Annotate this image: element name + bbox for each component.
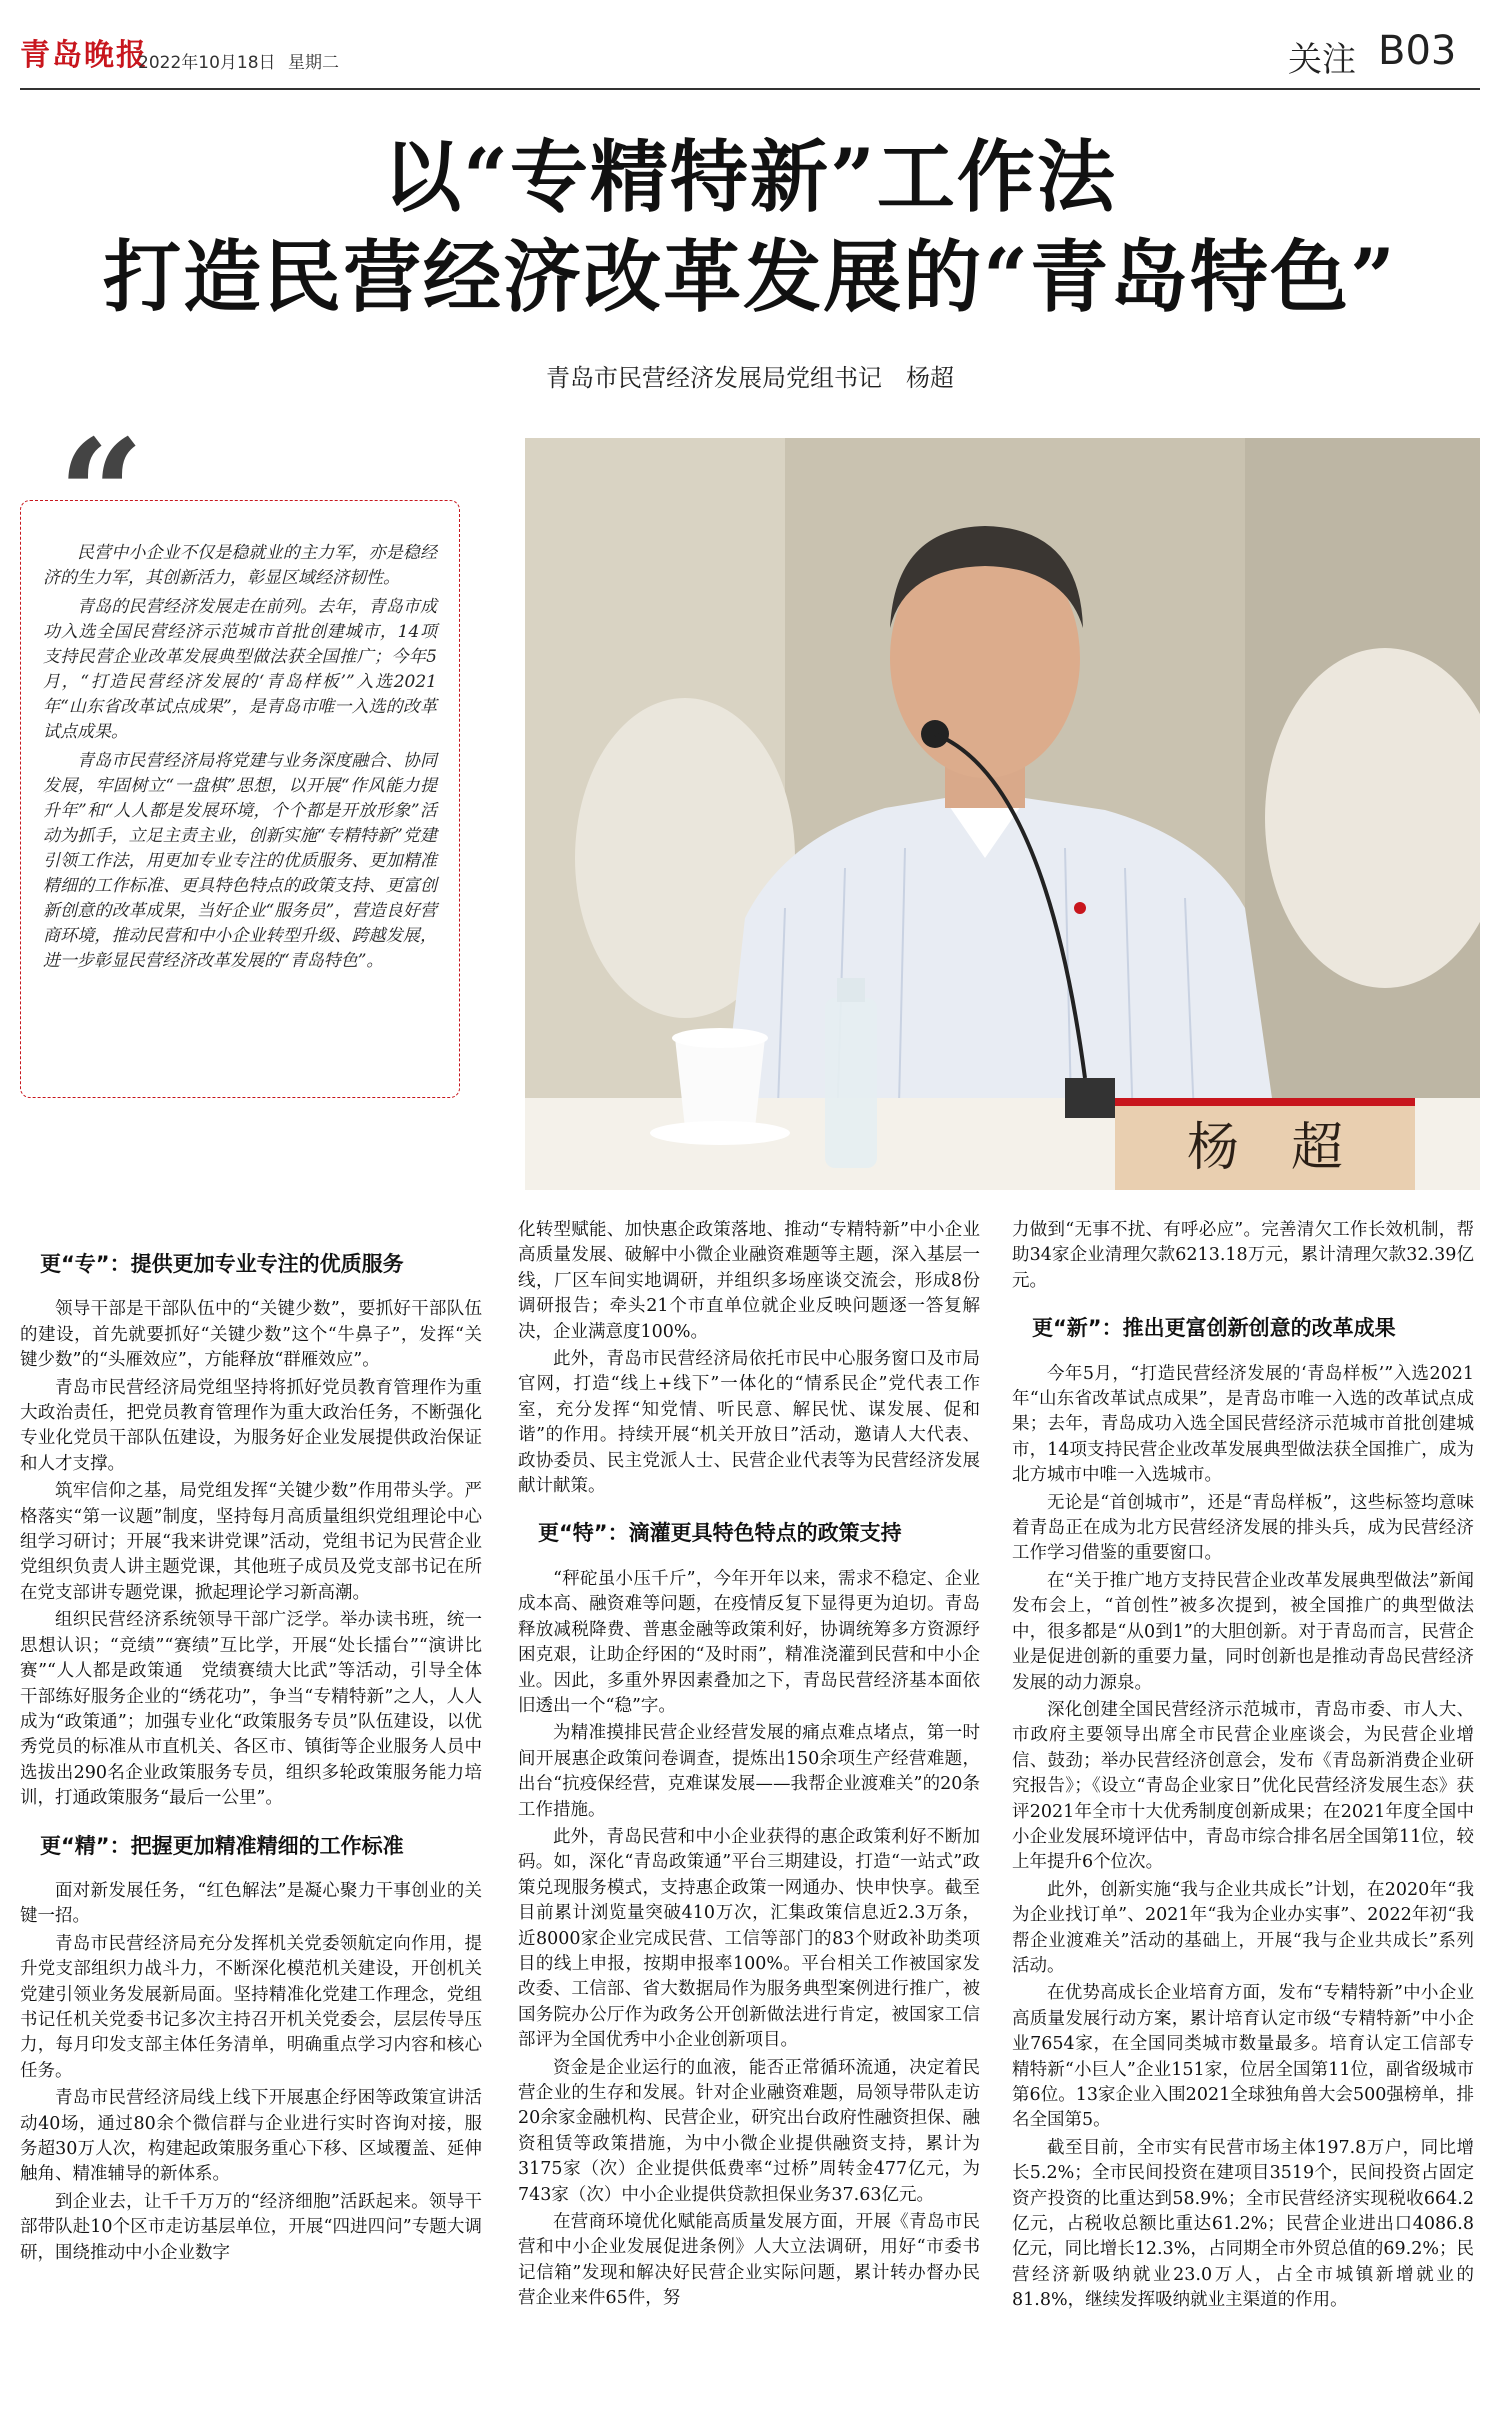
body-paragraph: 截至目前，全市实有民营市场主体197.8万户，同比增长5.2%；全市民间投资在建项目3519个，民间投资占固定资产投资的比重达到58.9%；全市民营经济实现税收664.2亿元，占税收总额比重达61.2%；民营企业进出口4086.8亿元，同比增长12.3%，占同期全市外贸总值的69.2%；民营经济新吸纳就业23.0万人，占全市城镇新增就业的81.8%，继续发挥吸纳就业主渠道的作用。 [1012,2137,1474,2311]
page-number: B03 [1378,28,1457,74]
body-paragraph: 青岛市民营经济局线上线下开展惠企纾困等政策宣讲活动40场，通过80余个微信群与企业进行实时咨询对接，服务超30万人次，构建起政策服务重心下移、区域覆盖、延伸触角、精准辅导的新体系。 [20,2088,482,2185]
body-paragraph: 无论是“首创城市”，还是“青岛样板”，这些标签均意味着青岛正在成为北方民营经济发展的排头兵，成为民营经济工作学习借鉴的重要窗口。 [1012,1492,1474,1564]
paper-name: 青岛晚报 [20,38,148,73]
body-paragraph: 在营商环境优化赋能高质量发展方面，开展《青岛市民营和中小企业发展促进条例》人大立法调研，用好“市委书记信箱”发现和解决好民营企业实际问题，累计转办督办民营企业来件65件，努 [518,2212,980,2309]
body-paragraph: 到企业去，让千千万万的“经济细胞”活跃起来。领导干部带队赴10个区市走访基层单位，开展“四进四问”专题大调研，围绕推动中小企业数字 [20,2191,482,2263]
body-paragraph: 化转型赋能、加快惠企政策落地、推动“专精特新”中小企业高质量发展、破解中小微企业融资难题等主题，深入基层一线，厂区车间实地调研，并组织多场座谈交流会，形成8份调研报告；牵头21个市直单位就企业反映问题逐一答复解决，企业满意度100%。 [518,1220,980,1342]
section-name: 关注 [1288,40,1356,80]
author-photo [525,438,1480,1190]
body-paragraph: 深化创建全国民营经济示范城市，青岛市委、市人大、市政府主要领导出席全市民营企业座谈会，为民营企业增信、鼓劲；举办民营经济创意会，发布《青岛新消费企业研究报告》；《设立“青岛企业家日”优化民营经济发展生态》获评2021年全市十大优秀制度创新成果；在2021年度全国中小企业发展环境评估中，青岛市综合排名居全国第11位，较上年提升6个位次。 [1012,1699,1474,1873]
body-paragraph: 青岛市民营经济局党组坚持将抓好党员教育管理作为重大政治责任，把党员教育管理作为重大政治任务，不断强化专业化党员干部队伍建设，为服务好企业发展提供政治保证和人才支撑。 [20,1377,482,1474]
body-paragraph: 为精准摸排民营企业经营发展的痛点难点堵点，第一时间开展惠企政策问卷调查，提炼出150余项生产经营难题，出台“抗疫保经营，克难谋发展——我帮企业渡难关”的20条工作措施。 [518,1723,980,1820]
quote-paragraph: 青岛的民营经济发展走在前列。去年，青岛市成功入选全国民营经济示范城市首批创建城市，14项支持民营企业改革发展典型做法获全国推广；今年5月，“打造民营经济发展的‘青岛样板’”入选2021年“山东省改革试点成果”，是青岛市唯一入选的改革试点成果。 [43,597,437,742]
body-paragraph: 此外，青岛民营和中小企业获得的惠企政策利好不断加码。如，深化“青岛政策通”平台三期建设，打造“一站式”政策兑现服务模式，支持惠企政策一网通办、快申快享。截至目前累计浏览量突破410万次，汇集政策信息近2.3万条，近8000家企业完成民营、工信等部门的83个财政补助类项目的线上申报，按期申报率100%。平台相关工作被国家发改委、工信部、省大数据局作为服务典型案例进行推广，被国务院办公厅作为政务公开创新做法进行肯定，被国家工信部评为全国优秀中小企业创新项目。 [518,1826,980,2051]
body-paragraph: 此外，青岛市民营经济局依托市民中心服务窗口及市局官网，打造“线上+线下”一体化的“情系民企”党代表工作室，充分发挥“知党情、听民意、解民忧、谋发展、促和谐”的作用。持续开展“机关开放日”活动，邀请人大代表、政协委员、民主党派人士、民营企业代表等为民营经济发展献计献策。 [518,1349,980,1497]
body-paragraph: 青岛市民营经济局充分发挥机关党委领航定向作用，提升党支部组织力战斗力，不断深化模范机关建设，开创机关党建引领业务发展新局面。坚持精准化党建工作理念，党组书记任机关党委书记多次主持召开机关党委会，层层传导压力，每月印发支部主体任务清单，明确重点学习内容和核心任务。 [20,1933,482,2081]
quote-paragraph: 青岛市民营经济局将党建与业务深度融合、协同发展，牢固树立“一盘棋”思想，以开展“作风能力提升年”和“人人都是发展环境，个个都是开放形象”活动为抓手，立足主责主业，创新实施“专精特新”党建引领工作法，用更加专业专注的优质服务、更加精准精细的工作标准、更具特色特点的政策支持、更富创新创意的改革成果，当好企业“服务员”，营造良好营商环境，推动民营和中小企业转型升级、跨越发展，进一步彰显民营经济改革发展的“青岛特色”。 [43,751,437,971]
article-column-2 [518,1218,980,2398]
body-paragraph: 资金是企业运行的血液，能否正常循环流通，决定着民营企业的生存和发展。针对企业融资难题，局领导带队走访20余家金融机构、民营企业，研究出台政府性融资担保、融资租赁等政策措施，为中小微企业提供融资支持，累计为3175家（次）企业提供低费率“过桥”周转金477亿元，为743家（次）中小企业提供贷款担保业务37.63亿元。 [518,2057,980,2205]
headline-line-2: 打造民营经济改革发展的“青岛特色” [103,232,1397,323]
body-paragraph: 领导干部是干部队伍中的“关键少数”，要抓好干部队伍的建设，首先就要抓好“关键少数”这个“牛鼻子”，发挥“关键少数”的“头雁效应”，方能释放“群雁效应”。 [20,1299,482,1371]
body-paragraph: 组织民营经济系统领导干部广泛学。举办读书班，统一思想认识；“竞绩”“赛绩”互比学，开展“处长擂台”“演讲比赛”“人人都是政策通 党绩赛绩大比武”等活动，引导全体干部练好服务企业的“绣花功”，争当“专精特新”之人，人人成为“政策通”；加强专业化“政策服务专员”队伍建设，以优秀党员的标准从市直机关、各区市、镇街等企业服务人员中选拔出290名企业政策服务专员，组织多轮政策服务能力培训，打通政策服务“最后一公里”。 [20,1610,482,1809]
article-column-3 [1012,1218,1474,2398]
section-heading: 更“专”：提供更加专业专注的优质服务 [40,1252,404,1276]
issue-weekday: 星期二 [288,53,339,73]
masthead [20,26,1480,88]
body-paragraph: 在优势高成长企业培育方面，发布“专精特新”中小企业高质量发展行动方案，累计培育认定市级“专精特新”中小企业7654家，在全国同类城市数量最多。培育认定工信部专精特新“小巨人”企业151家，位居全国第11位，副省级城市第6位。13家企业入围2021全球独角兽大会500强榜单，排名全国第5。 [1012,1983,1474,2131]
article-column-1 [20,1222,482,2402]
headline-line-1: 以“专精特新”工作法 [383,132,1117,223]
section-heading: 更“新”：推出更富创新创意的改革成果 [1032,1316,1396,1341]
issue-date: 2022年10月18日 [138,53,276,73]
photo-nameplate: 杨 超 [1186,1118,1343,1178]
section-heading: 更“精”：把握更加精准精细的工作标准 [40,1833,404,1858]
body-paragraph: “秤砣虽小压千斤”，今年开年以来，需求不稳定、企业成本高、融资难等问题，在疫情反复下显得更为迫切。青岛释放减税降费、普惠金融等政策利好，协调统筹多方资源纾困克艰，让助企纾困的“及时雨”，精准浇灌到民营和中小企业。因此，多重外界因素叠加之下，青岛民营经济基本面依旧透出一个“稳”字。 [518,1568,980,1716]
pull-quote-box [20,500,460,1098]
body-paragraph: 此外，创新实施“我与企业共成长”计划，在2020年“我为企业找订单”、2021年“我为企业办实事”、2022年初“我帮企业渡难关”活动的基础上，开展“我与企业共成长”系列活动。 [1012,1879,1474,1976]
body-paragraph: 力做到“无事不扰、有呼必应”。完善清欠工作长效机制，帮助34家企业清理欠款6213.18万元，累计清理欠款32.39亿元。 [1012,1220,1474,1291]
body-paragraph: 筑牢信仰之基，局党组发挥“关键少数”作用带头学。严格落实“第一议题”制度，坚持每月高质量组织党组理论中心组学习研讨；开展“我来讲党课”活动，党组书记为民营企业党组织负责人讲主题党课，其他班子成员及党支部书记在所在党支部讲专题党课，掀起理论学习新高潮。 [20,1481,482,1603]
quote-paragraph: 民营中小企业不仅是稳就业的主力军，亦是稳经济的生力军，其创新活力，彰显区域经济韧性。 [43,543,437,588]
photo-illustration [525,438,1480,1190]
body-paragraph: 在“关于推广地方支持民营企业改革发展典型做法”新闻发布会上，“首创性”被多次提到，被全国推广的典型做法中，很多都是“从0到1”的大胆创新。对于青岛而言，民营企业是促进创新的重要力量，同时创新也是推动青岛民营经济发展的动力源泉。 [1012,1570,1474,1693]
quote-mark-icon: “ [58,407,145,583]
byline: 青岛市民营经济发展局党组书记 杨超 [546,364,954,392]
body-paragraph: 今年5月，“打造民营经济发展的‘青岛样板’”入选2021年“山东省改革试点成果”，是青岛市唯一入选的改革试点成果；去年，青岛成功入选全国民营经济示范城市首批创建城市，14项支持民营企业改革发展典型做法获全国推广，成为北方城市中唯一入选城市。 [1012,1363,1474,1486]
header-rule [20,88,1480,90]
section-heading: 更“特”：滴灌更具特色特点的政策支持 [538,1521,902,1546]
headline [0,128,1500,328]
body-paragraph: 面对新发展任务，“红色解法”是凝心聚力干事创业的关键一招。 [20,1880,482,1927]
